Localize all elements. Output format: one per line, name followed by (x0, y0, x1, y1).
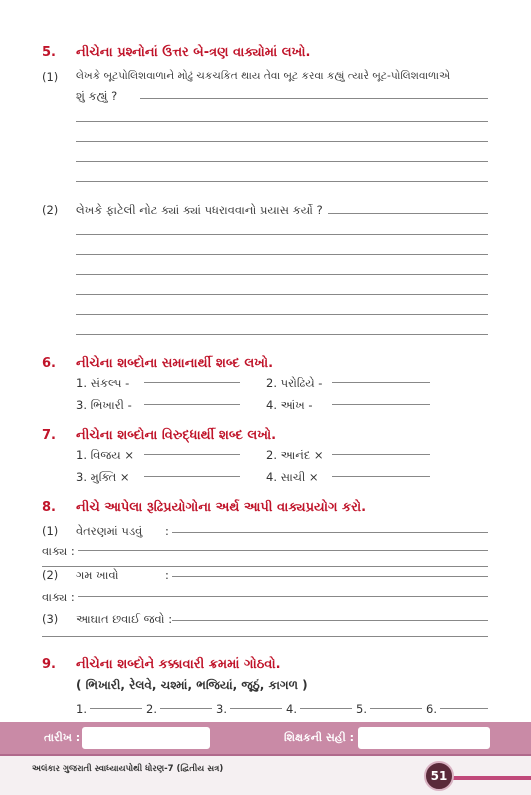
q6-answer-1[interactable] (144, 382, 240, 383)
q8-item1-sentence-line-2[interactable] (42, 566, 488, 567)
q5-item1-answer-line-2[interactable] (76, 141, 488, 142)
q8-number: 8. (42, 500, 56, 515)
q9-slot-5-label: 5. (356, 702, 367, 716)
q5-item2-answer-line-1[interactable] (76, 234, 488, 235)
teacher-signature-field[interactable] (358, 727, 490, 749)
q6-title: નીચેના શબ્દોના સમાનાર્થી શબ્દ લખો. (76, 356, 274, 371)
q8-item2-sentence-label: વાક્ય : (42, 590, 75, 604)
q8-item2-colon: : (165, 568, 169, 582)
q9-slot-2-label: 2. (146, 702, 157, 716)
q9-slot-4-label: 4. (286, 702, 297, 716)
q8-title: નીચે આપેલા રૂઢિપ્રયોગોના અર્થ આપી વાક્યપ્રયોગ કરો. (76, 500, 367, 515)
page-number: 51 (424, 761, 454, 791)
q6-item-2: 2. પરોઢિયે - (266, 376, 323, 390)
page-number-bar (448, 776, 531, 780)
q5-item2-number: (2) (42, 203, 59, 217)
q6-answer-4[interactable] (332, 404, 430, 405)
q5-item2-answer-line-5[interactable] (76, 314, 488, 315)
q9-word-list: ( ભિખારી, રેલવે, ચશ્માં, ભજિયાં, જૂઠું, કાગળ ) (76, 678, 308, 692)
q6-answer-2[interactable] (332, 382, 430, 383)
q8-item3-meaning-line[interactable] (172, 620, 488, 621)
q5-item2-answer-line-2[interactable] (76, 254, 488, 255)
q9-number: 9. (42, 657, 56, 672)
q7-answer-1[interactable] (144, 454, 240, 455)
q7-answer-4[interactable] (332, 476, 430, 477)
q5-item1-answer-line-1[interactable] (76, 121, 488, 122)
q9-slot-6-label: 6. (426, 702, 437, 716)
q9-slot-1-label: 1. (76, 702, 87, 716)
q6-item-3: 3. ભિખારી - (76, 398, 132, 412)
q8-item3-number: (3) (42, 612, 59, 626)
q5-item1-answer-line-0[interactable] (140, 98, 488, 99)
q9-slot-1-line[interactable] (90, 708, 142, 709)
q5-item2-answer-line-0[interactable] (328, 213, 488, 214)
q5-item1-number: (1) (42, 70, 59, 84)
q9-slot-2-line[interactable] (160, 708, 212, 709)
q7-item-3: 3. મુક્તિ × (76, 470, 130, 484)
q5-item1-answer-line-3[interactable] (76, 161, 488, 162)
q5-item2-answer-line-3[interactable] (76, 274, 488, 275)
q7-answer-3[interactable] (144, 476, 240, 477)
q9-title: નીચેના શબ્દોને કક્કાવારી ક્રમમાં ગોઠવો. (76, 657, 281, 672)
q5-item2-answer-line-4[interactable] (76, 294, 488, 295)
teacher-signature-label: શિક્ષકની સહી : (284, 731, 354, 744)
q9-slot-6-line[interactable] (440, 708, 488, 709)
q5-number: 5. (42, 45, 56, 60)
q7-item-1: 1. વિજય × (76, 448, 134, 462)
q6-number: 6. (42, 356, 56, 371)
q9-slot-3-label: 3. (216, 702, 227, 716)
q8-item1-number: (1) (42, 524, 59, 538)
q7-item-4: 4. સાચી × (266, 470, 319, 484)
q7-item-2: 2. આનંદ × (266, 448, 324, 462)
q5-item1-answer-line-4[interactable] (76, 181, 488, 182)
q7-title: નીચેના શબ્દોના વિરુદ્ધાર્થી શબ્દ લખો. (76, 428, 277, 443)
book-title: અલંકાર ગુજરાતી સ્વાધ્યાયપોથી ધોરણ-7 (દ્વિતીય સત્ર) (32, 764, 224, 774)
q8-item2-number: (2) (42, 568, 59, 582)
q8-item1-meaning-line[interactable] (172, 532, 488, 533)
q9-slot-5-line[interactable] (370, 708, 422, 709)
q6-item-4: 4. આંખ - (266, 398, 313, 412)
date-field[interactable] (82, 727, 210, 749)
q8-item2-sentence-line-1[interactable] (78, 596, 488, 597)
q8-item2-meaning-line[interactable] (172, 576, 488, 577)
q8-item2-text: ગમ ખાવો (76, 568, 119, 582)
q5-item2-line1: લેખકે ફાટેલી નોટ ક્યાં ક્યાં પધરાવવાનો પ્રયાસ કર્યો ? (76, 203, 323, 217)
q9-slot-3-line[interactable] (230, 708, 282, 709)
q7-number: 7. (42, 428, 56, 443)
q6-item-1: 1. સંકલ્પ - (76, 376, 130, 390)
q5-item1-line1: લેખકે બૂટપોલિશવાળાને મોઢું ચકચકિત થાય તેવા બૂટ કરવા કહ્યું ત્યારે બૂટ-પોલિશવાળાએ (76, 70, 451, 82)
q8-item1-sentence-label: વાક્ય : (42, 544, 75, 558)
q5-item2-answer-line-6[interactable] (76, 334, 488, 335)
q8-item1-sentence-line-1[interactable] (78, 550, 488, 551)
q8-item3-text: આઘાત છવાઈ જવો : (76, 612, 173, 626)
q8-item3-sentence-line[interactable] (42, 636, 488, 637)
date-label: તારીખ : (44, 731, 81, 744)
q5-title: નીચેના પ્રશ્નોનાં ઉત્તર બે-ત્રણ વાક્યોમાં લખો. (76, 45, 311, 60)
q7-answer-2[interactable] (332, 454, 430, 455)
q8-item1-colon: : (165, 524, 169, 538)
q5-item1-line2: શું કહ્યું ? (76, 89, 118, 103)
q6-answer-3[interactable] (144, 404, 240, 405)
q8-item1-text: વેતરણમાં પડવું (76, 524, 143, 538)
q9-slot-4-line[interactable] (300, 708, 352, 709)
